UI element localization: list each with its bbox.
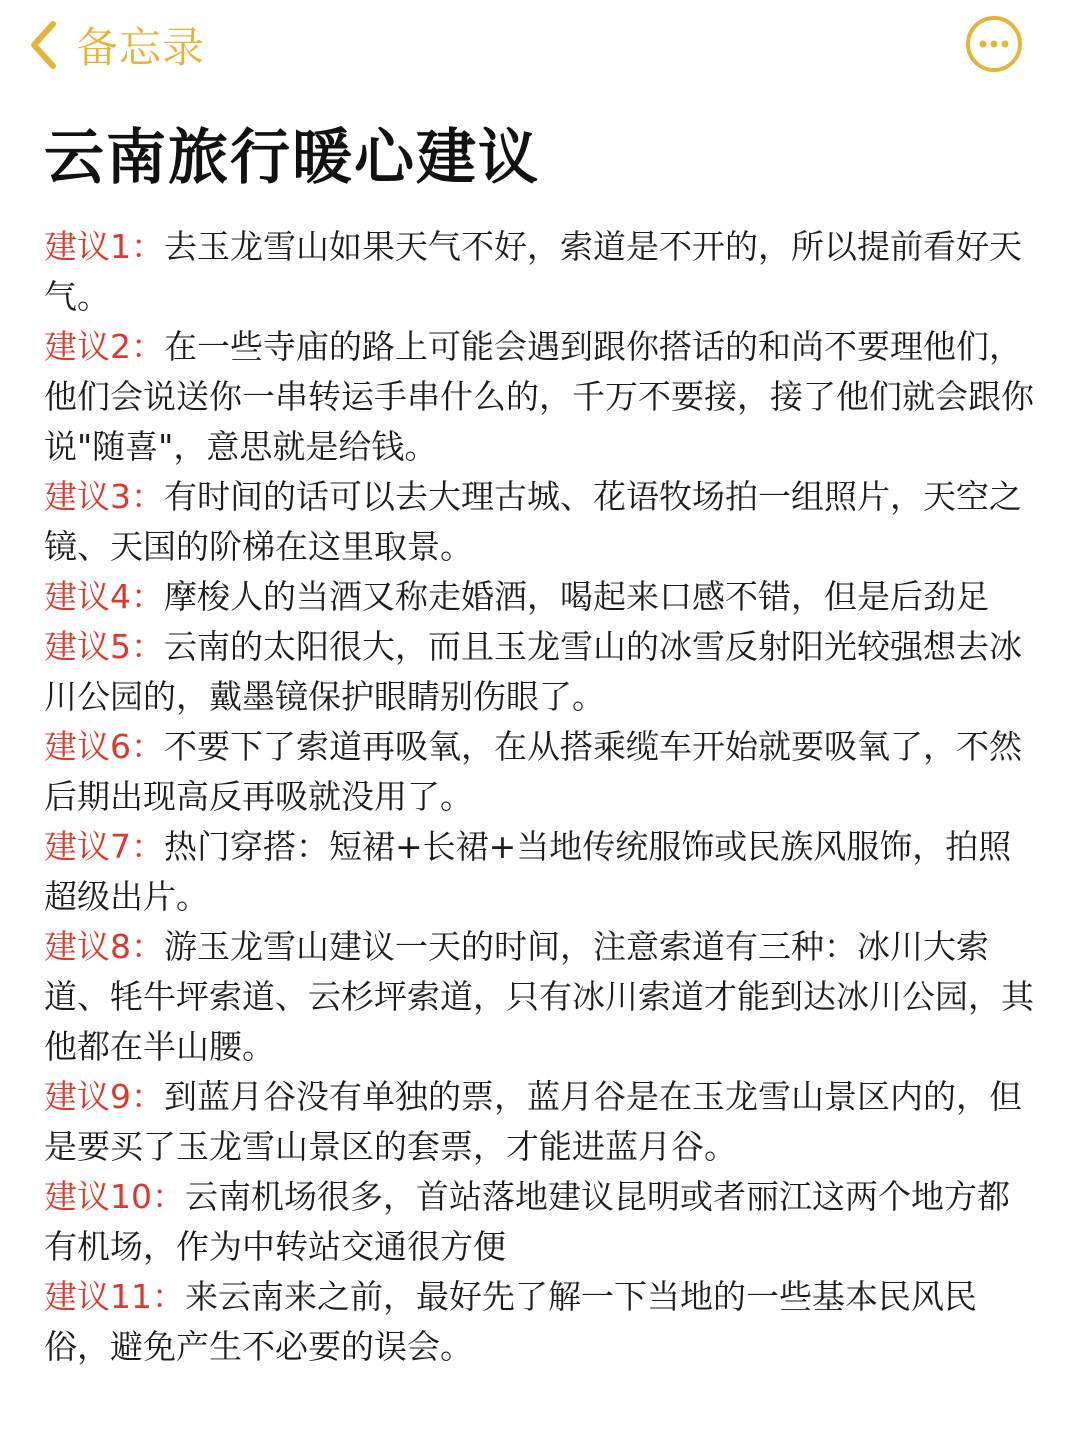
tip-item: [44, 472, 1034, 572]
tip-text: 在一些寺庙的路上可能会遇到跟你搭话的和尚不要理他们，他们会说送你一串转运手串什么的，千万不要接，接了他们就会跟你说"随喜"，意思就是给钱。: [44, 327, 1034, 466]
tip-text: 摩梭人的当酒又称走婚酒，喝起来口感不错，但是后劲足: [164, 577, 989, 616]
tip-label: 建议9：: [44, 1077, 164, 1116]
tip-text: 云南机场很多，首站落地建议昆明或者丽江这两个地方都有机场，作为中转站交通很方便: [44, 1177, 1010, 1266]
tip-label: 建议1：: [44, 227, 164, 266]
tip-item: [44, 922, 1034, 1072]
tip-label: 建议6：: [44, 727, 164, 766]
ellipsis-icon: [979, 40, 1009, 48]
tip-item: [44, 572, 1034, 622]
more-options-button[interactable]: [966, 16, 1022, 72]
tip-label: 建议7：: [44, 827, 164, 866]
tip-item: [44, 1072, 1034, 1172]
tip-item: [44, 1172, 1034, 1272]
tip-text: 热门穿搭：短裙+长裙+当地传统服饰或民族风服饰，拍照超级出片。: [44, 827, 1012, 916]
tip-item: [44, 222, 1034, 322]
note-title: 云南旅行暖心建议: [44, 123, 540, 193]
tip-text: 来云南来之前，最好先了解一下当地的一些基本民风民俗，避免产生不必要的误会。: [44, 1277, 977, 1366]
tip-label: 建议3：: [44, 477, 164, 516]
tip-item: [44, 822, 1034, 922]
nav-bar: [0, 0, 1080, 96]
tip-text: 有时间的话可以去大理古城、花语牧场拍一组照片，天空之镜、天国的阶梯在这里取景。: [44, 477, 1022, 566]
chevron-left-icon: [28, 20, 58, 70]
tip-label: 建议2：: [44, 327, 164, 366]
tip-text: 云南的太阳很大，而且玉龙雪山的冰雪反射阳光较强想去冰川公园的，戴墨镜保护眼睛别伤眼了。: [44, 627, 1022, 716]
tip-item: [44, 322, 1034, 472]
tip-item: [44, 722, 1034, 822]
tip-text: 游玉龙雪山建议一天的时间，注意索道有三种：冰川大索道、牦牛坪索道、云杉坪索道，只有冰川索道才能到达冰川公园，其他都在半山腰。: [44, 927, 1034, 1066]
tip-label: 建议4：: [44, 577, 164, 616]
tip-label: 建议8：: [44, 927, 164, 966]
back-button[interactable]: [28, 14, 205, 76]
tip-item: [44, 622, 1034, 722]
tip-text: 到蓝月谷没有单独的票，蓝月谷是在玉龙雪山景区内的，但是要买了玉龙雪山景区的套票，才能进蓝月谷。: [44, 1077, 1022, 1166]
tip-label: 建议10：: [44, 1177, 185, 1216]
tip-text: 不要下了索道再吸氧，在从搭乘缆车开始就要吸氧了，不然后期出现高反再吸就没用了。: [44, 727, 1022, 816]
tip-item: [44, 1272, 1034, 1372]
tip-label: 建议11：: [44, 1277, 185, 1316]
note-body[interactable]: [44, 222, 1034, 1372]
back-label: 备忘录: [76, 23, 206, 72]
tip-text: 去玉龙雪山如果天气不好，索道是不开的，所以提前看好天气。: [44, 227, 1022, 316]
tip-label: 建议5：: [44, 627, 164, 666]
